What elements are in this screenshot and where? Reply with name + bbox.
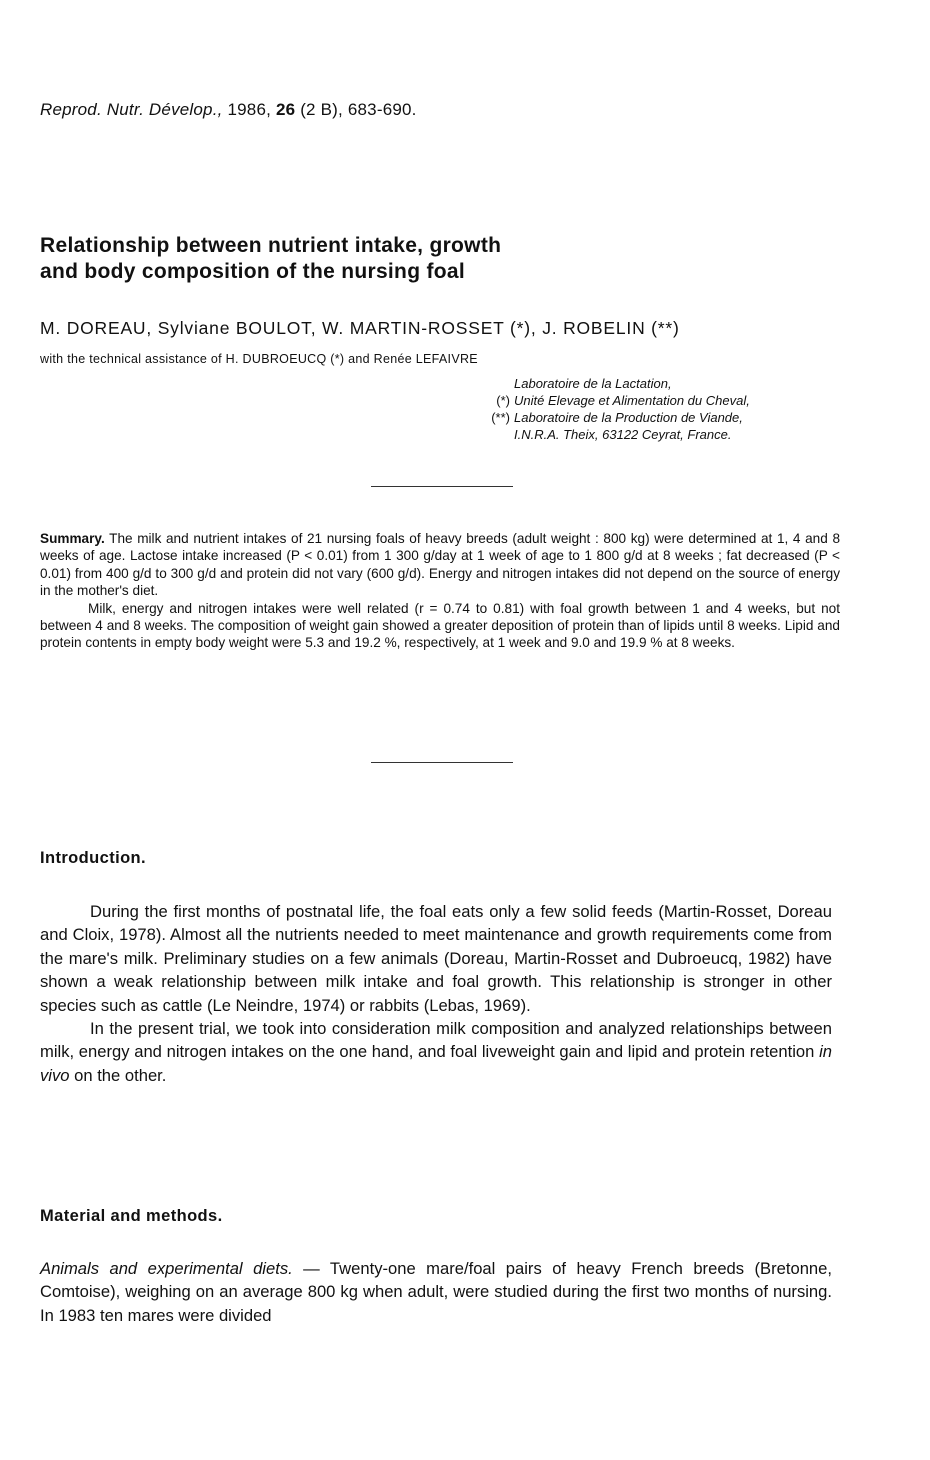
methods-subheading: Animals and experimental diets. <box>40 1259 293 1278</box>
introduction-p2-italic: in vivo <box>40 1042 832 1085</box>
affiliation-mark: (**) <box>491 410 510 425</box>
methods-text: — Twenty-one mare/foal pairs of heavy French breeds (Bretonne, Comtoise), weighing on an average 800 kg when adult, were studied during the first two months of nursing. In 1983 ten mares were divided <box>40 1259 833 1325</box>
summary-text-1: The milk and nutrient intakes of 21 nursing foals of heavy breeds (adult weight : 800 kg) were determined at 1, 4 and 8 weeks of age. Lactose intake increased (P < 0.01) from 1 300 g/day at 1 week of age to 1 800 g/d at 8 weeks ; fat decreased (P < 0.01) from 400 g/d to 300 g/d and protein did not vary (600 g/d). Energy and nitrogen intakes did not depend on the source of energy in the mother's diet. <box>40 531 840 599</box>
journal-citation <box>40 100 417 120</box>
summary-paragraph-1 <box>40 530 840 600</box>
affiliation-line <box>480 409 880 426</box>
author-list: M. DOREAU, Sylviane BOULOT, W. MARTIN-ROSSET (*), J. ROBELIN (**) <box>40 318 680 338</box>
affiliation-mark: (*) <box>496 393 510 408</box>
divider-rule <box>371 762 513 763</box>
introduction-body <box>40 900 832 1087</box>
citation-volume: 26 <box>275 100 296 119</box>
introduction-paragraph-1: During the first months of postnatal life, the foal eats only a few solid feeds (Martin-Rosset, Doreau and Cloix, 1978). Almost all the nutrients needed to meet maintenance and growth requirements come from the mare's milk. Preliminary studies on a few animals (Doreau, Martin-Rosset and Dubroeucq, 1982) have shown a weak relationship between milk intake and foal growth. This relationship is stronger in other species such as cattle (Le Neindre, 1974) or rabbits (Lebas, 1969). <box>40 902 832 1015</box>
summary-heading: Summary. <box>40 531 105 546</box>
summary-paragraph-2: Milk, energy and nitrogen intakes were well related (r = 0.74 to 0.81) with foal growth between 1 and 4 weeks, but not between 4 and 8 weeks. The composition of weight gain showed a greater deposition of protein than of lipids until 8 weeks. Lipid and protein contents in empty body weight were 5.3 and 19.2 %, respectively, at 1 week and 9.0 and 19.9 % at 8 weeks. <box>40 600 840 651</box>
methods-paragraph-1 <box>40 1257 832 1327</box>
paper-title <box>40 233 860 285</box>
affiliation-text: Laboratoire de la Production de Viande, <box>514 410 743 425</box>
introduction-p2-end: on the other. <box>69 1065 167 1085</box>
affiliation-line <box>480 392 880 409</box>
title-line-1: Relationship between nutrient intake, growth <box>40 234 502 257</box>
methods-body <box>40 1257 832 1327</box>
affiliation-line <box>480 375 880 392</box>
introduction-heading: Introduction. <box>40 849 147 867</box>
divider-rule <box>371 486 513 487</box>
methods-heading: Material and methods. <box>40 1207 223 1225</box>
citation-year: 1986, <box>222 100 276 119</box>
affiliation-text: Unité Elevage et Alimentation du Cheval, <box>514 393 750 408</box>
affiliation-line <box>480 426 880 443</box>
affiliation-text: I.N.R.A. Theix, 63122 Ceyrat, France. <box>514 427 732 442</box>
citation-issue-pages: (2 B), 683-690. <box>295 100 417 119</box>
technical-assistance: with the technical assistance of H. DUBROEUCQ (*) and Renée LEFAIVRE <box>40 352 478 366</box>
journal-name: Reprod. Nutr. Dévelop., <box>40 100 223 119</box>
introduction-p2-start: In the present trial, we took into consideration milk composition and analyzed relationships between milk, energy and nitrogen intakes on the one hand, and foal liveweight gain and lipid and protein retention <box>40 1019 832 1062</box>
title-line-2: and body composition of the nursing foal <box>40 260 465 283</box>
affiliation-text: Laboratoire de la Lactation, <box>514 376 672 391</box>
affiliations <box>480 375 880 443</box>
introduction-paragraph-2 <box>40 1017 832 1087</box>
summary-block <box>40 530 840 652</box>
